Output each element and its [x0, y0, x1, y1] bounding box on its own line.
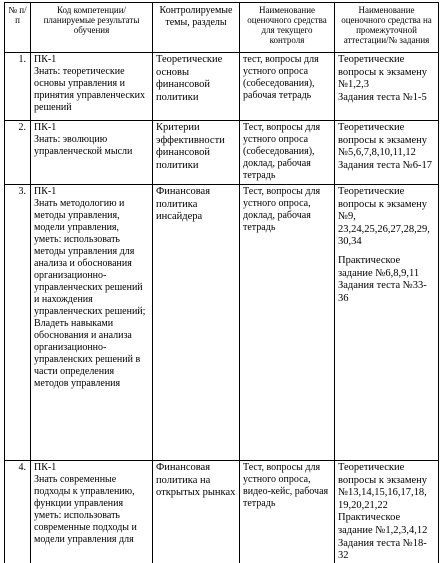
current-tool-cell: тест, вопросы для устного опроса (собеседования), рабочая тетрадь [240, 53, 335, 121]
competence-text: Знать: теоретические основы управления и принятия управленческих решений [34, 66, 146, 113]
table-row [5, 461, 439, 563]
attestation-cell [335, 185, 439, 461]
competence-know: Знать современные подходы к управлению, функции управления [34, 474, 135, 509]
competence-cell [31, 121, 153, 185]
topic-cell: Финансовая политика на открытых рынках [153, 461, 240, 563]
competence-cell [31, 53, 153, 121]
row-number: 2. [5, 121, 31, 185]
topic-cell: Теоретические основы финансовой политики [153, 53, 240, 121]
competence-can: уметь: использовать методы управления для анализа и обоснования организационно-управленческих решений и нахождения управленческих решений; [34, 234, 146, 317]
competence-can: уметь: использовать современные подходы и модели управления для [34, 510, 137, 545]
competence-know: Знать методологию и методы управления, модели управления, [34, 198, 125, 233]
competence-code: ПК-1 [34, 54, 57, 65]
attestation-test: Задания теста №1-5 [338, 91, 427, 103]
header-current-tool: Наименование оценочного средства для текущего контроля [240, 3, 335, 53]
table-row [5, 53, 439, 121]
competence-text: Знать: эволюцию управленческой мысли [34, 134, 133, 157]
header-competence: Код компетенции/ планируемые результаты обучения [31, 3, 153, 53]
competence-code: ПК-1 [34, 462, 57, 473]
current-tool-cell: Тест, вопросы для устного опроса, видео-кейс, рабочая тетрадь [240, 461, 335, 563]
attestation-theory: Теоретические вопросы к экзамену №5,6,7,8,10,11,12 [338, 122, 428, 159]
attestation-theory: Теоретические вопросы к экзамену №13,14,15,16,17,18, 19,20,21,22 [338, 462, 428, 511]
competence-cell [31, 461, 153, 563]
attestation-practice: Практическое задание №1,2,3,4,12 [338, 512, 428, 536]
competence-cell [31, 185, 153, 461]
table-header-row [5, 3, 439, 53]
assessment-table [4, 2, 439, 563]
topic-cell: Финансовая политика инсайдера [153, 185, 240, 461]
attestation-cell [335, 461, 439, 563]
attestation-test: Задания теста №18-32 [338, 537, 427, 562]
header-topics: Контролируемые темы, разделы [153, 3, 240, 53]
attestation-test: Задания теста №33-36 [338, 280, 427, 304]
attestation-test: Задания теста №6-17 [338, 159, 433, 171]
topic-cell: Критерии эффективности финансовой политики [153, 121, 240, 185]
attestation-theory: Теоретические вопросы к экзамену №1,2,3 [338, 54, 428, 91]
row-number: 4. [5, 461, 31, 563]
header-attestation-tool: Наименование оценочного средства на промежуточной аттестации/№ задания [335, 3, 439, 53]
competence-own: Владеть навыками обоснования и анализа организационно-управленских решений в части определения методов управления [34, 318, 141, 389]
attestation-practice: Практическое задание №6,8,9,11 [338, 254, 420, 279]
header-num: № п/п [5, 3, 31, 53]
competence-code: ПК-1 [34, 122, 57, 133]
current-tool-cell: Тест, вопросы для устного опроса (собеседования), доклад, рабочая тетрадь [240, 121, 335, 185]
current-tool-cell: Тест, вопросы для устного опроса, доклад, рабочая тетрадь [240, 185, 335, 461]
attestation-cell [335, 53, 439, 121]
table-row [5, 185, 439, 461]
row-number: 3. [5, 185, 31, 461]
attestation-cell [335, 121, 439, 185]
table-row [5, 121, 439, 185]
attestation-theory: Теоретические вопросы к экзамену №9, 23,24,25,26,27,28,29, 30,34 [338, 186, 430, 248]
competence-code: ПК-1 [34, 186, 57, 197]
row-number: 1. [5, 53, 31, 121]
